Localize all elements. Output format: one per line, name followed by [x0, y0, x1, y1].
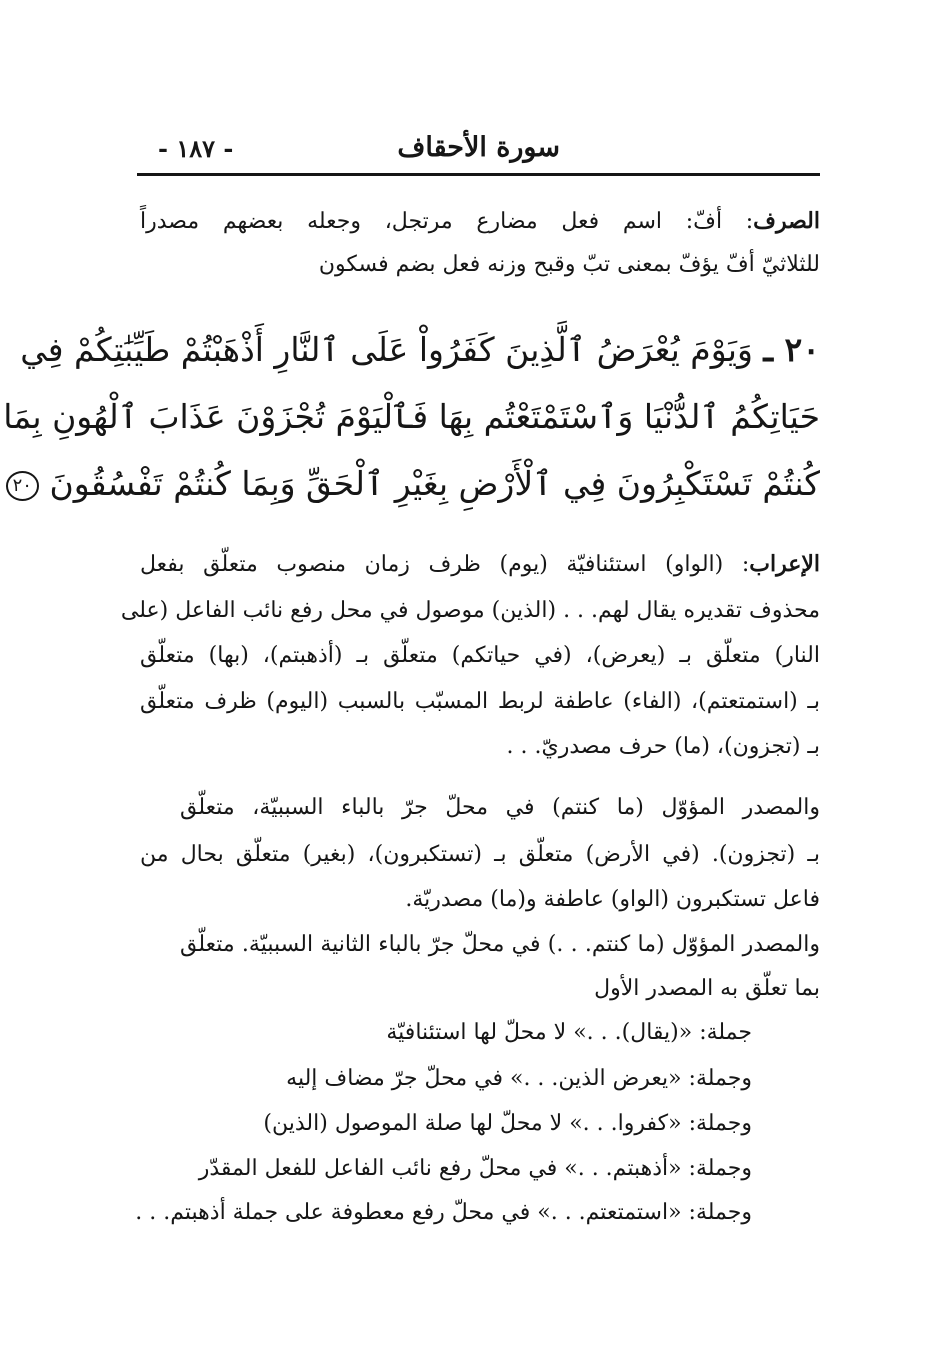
masdar1-line-1: والمصدر المؤوّل (ما كنتم) في محلّ جرّ بالباء السببيّة، متعلّق	[180, 795, 820, 820]
masdar2-line-1: والمصدر المؤوّل (ما كنتم. . .) في محلّ جرّ بالباء الثانية السببيّة. متعلّق	[180, 932, 820, 957]
jumla-item: وجملة: «استمتعتم. . .» في محلّ رفع معطوفة على جملة أذهبتم. . .	[135, 1200, 752, 1225]
verse-text-1: وَيَوْمَ يُعْرَضُ ٱلَّذِينَ كَفَرُواْ عَلَى ٱلنَّارِ أَذْهَبْتُمْ طَيِّبَٰتِكُمْ فِي	[20, 330, 753, 369]
masdar1-line-2: بـ (تجزون). (في الأرض) متعلّق بـ (تستكبرون)، (بغير) متعلّق بحال من	[140, 842, 820, 867]
jumla-item: وجملة: «يعرض الذين. . .» في محلّ جرّ مضاف إليه	[286, 1066, 752, 1091]
header-rule	[137, 173, 820, 176]
verse-number: ٢٠ ـ	[763, 330, 820, 369]
irab-text-1: : (الواو) استئنافيّة (يوم) ظرف زمان منصوب متعلّق بفعل	[140, 552, 750, 577]
verse-line-2: حَيَاتِكُمُ ٱلدُّنْيَا وَٱسْتَمْتَعْتُم بِهَا فَٱلْيَوْمَ تُجْزَوْنَ عَذَابَ ٱلْهُونِ بِمَا	[3, 397, 820, 436]
sarf-line-1	[140, 206, 820, 237]
irab-line-2: محذوف تقديره يقال لهم. . . (الذين) موصول في محل رفع نائب الفاعل (على	[120, 598, 820, 623]
verse-end-marker: ٢٠	[6, 471, 39, 501]
irab-line-4: بـ (استمتعتم)، (الفاء) عاطفة لربط المسبّب بالسبب (اليوم) ظرف متعلّق	[140, 689, 820, 714]
jumla-item: وجملة: «كفروا. . .» لا محلّ لها صلة الموصول (الذين)	[263, 1111, 752, 1136]
page-number: - ١٨٧ -	[158, 134, 234, 163]
irab-line-3: النار) متعلّق بـ (يعرض)، (في حياتكم) متعلّق بـ (أذهبتم)، (بها) متعلّق	[140, 643, 820, 668]
irab-label: الإعراب	[749, 551, 820, 577]
verse-line-3	[12, 462, 820, 506]
sarf-text-1: : أفّ: اسم فعل مضارع مرتجل، وجعله بعضهم مصدراً	[140, 209, 754, 234]
sarf-line-2: للثلاثيّ أفّ يؤفّ بمعنى تبّ وقبح وزنه فعل بضم فسكون	[318, 252, 820, 277]
irab-line-5: بـ (تجزون)، (ما) حرف مصدريّ. . .	[506, 734, 820, 759]
verse-line-1	[20, 328, 820, 372]
masdar1-line-3: فاعل تستكبرون (الواو) عاطفة و(ما) مصدريّة.	[405, 887, 820, 912]
verse-text-3: كُنتُمْ تَسْتَكْبِرُونَ فِي ٱلْأَرْضِ بِغَيْرِ ٱلْحَقِّ وَبِمَا كُنتُمْ تَفْسُقُونَ	[49, 464, 820, 503]
jumla-item: جملة: «(يقال). . .» لا محلّ لها استئنافيّة	[386, 1020, 752, 1045]
irab-line-1	[140, 549, 820, 580]
surah-title: سورة الأحقاف	[397, 132, 560, 163]
jumla-item: وجملة: «أذهبتم. . .» في محلّ رفع نائب الفاعل للفعل المقدّر	[198, 1156, 752, 1181]
masdar2-line-2: بما تعلّق به المصدر الأول	[594, 976, 820, 1001]
sarf-label: الصرف	[753, 208, 820, 234]
